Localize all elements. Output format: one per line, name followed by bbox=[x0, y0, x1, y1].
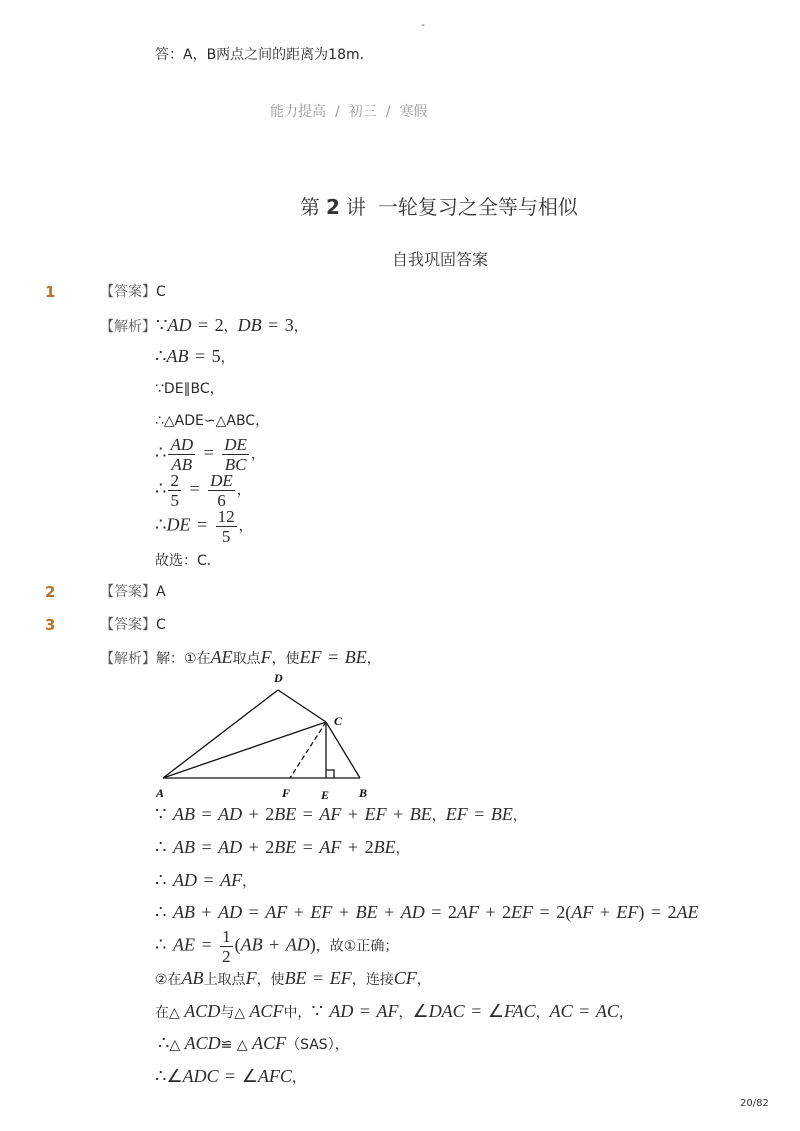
point-label-c: C bbox=[334, 714, 343, 728]
math-variable: F bbox=[245, 968, 257, 988]
analysis-content bbox=[156, 315, 308, 335]
math-symbol: = 2 bbox=[191, 315, 224, 335]
math-symbol: + 2 bbox=[478, 902, 512, 922]
fraction-numerator: DE bbox=[210, 471, 233, 490]
question-number: 3 bbox=[45, 616, 56, 634]
math-variable: BE bbox=[409, 804, 432, 824]
math-symbol: = bbox=[197, 442, 221, 463]
text-segment: ， bbox=[535, 1005, 550, 1021]
answer-value: C bbox=[156, 284, 166, 300]
solution-line bbox=[155, 1064, 306, 1090]
text-segment: ∵DE∥BC， bbox=[155, 381, 224, 397]
math-variable: EF bbox=[616, 902, 639, 922]
fraction-denominator: 6 bbox=[217, 491, 226, 510]
math-symbol: + 2 bbox=[242, 804, 275, 824]
math-variable: FAC bbox=[503, 1001, 536, 1021]
math-variable: AB bbox=[172, 902, 195, 922]
math-symbol: + bbox=[287, 902, 311, 922]
text-segment: ，使 bbox=[256, 972, 285, 988]
math-variable: ACF bbox=[252, 1033, 287, 1053]
text-segment: 中， bbox=[283, 1005, 312, 1021]
title-unit: 讲 bbox=[345, 195, 366, 219]
fraction-denominator: 2 bbox=[222, 947, 231, 966]
math-symbol: ∴∠ bbox=[155, 1066, 183, 1086]
segment-ac bbox=[163, 722, 326, 778]
math-symbol: ∴ bbox=[155, 837, 173, 857]
page-title bbox=[300, 193, 578, 221]
text-segment: ， bbox=[416, 972, 431, 988]
math-variable: AB bbox=[181, 968, 204, 988]
analysis-label: 【解析】 bbox=[100, 319, 156, 335]
header-mark: - bbox=[421, 18, 425, 31]
math-symbol: ∵ bbox=[155, 804, 173, 824]
text-segment: 取点 bbox=[232, 651, 261, 667]
breadcrumb-item: 寒假 bbox=[399, 104, 428, 120]
text-segment: 在△ bbox=[155, 1005, 185, 1021]
math-symbol: ( bbox=[234, 934, 241, 955]
text-segment: ， bbox=[398, 1005, 413, 1021]
math-symbol: ∴ bbox=[158, 1033, 170, 1053]
math-variable: F bbox=[260, 647, 272, 667]
text-segment: （SAS）， bbox=[286, 1037, 349, 1053]
text-segment: ， bbox=[395, 841, 410, 857]
math-symbol: = ∠ bbox=[218, 1066, 258, 1086]
math-variable: BE bbox=[490, 804, 513, 824]
math-symbol: ∴ bbox=[155, 870, 173, 890]
fraction bbox=[208, 472, 235, 509]
math-symbol: = bbox=[190, 514, 214, 535]
math-symbol: ∴ bbox=[155, 478, 167, 499]
text-segment: ， bbox=[512, 808, 527, 824]
text-segment: ②在 bbox=[155, 972, 182, 988]
answer-label: 【答案】 bbox=[100, 584, 156, 600]
math-variable: AD bbox=[218, 902, 243, 922]
fraction-denominator: 5 bbox=[170, 491, 179, 510]
math-symbol: + bbox=[593, 902, 617, 922]
answer-label: 【答案】 bbox=[100, 617, 156, 633]
solution-line bbox=[155, 344, 235, 370]
math-variable: BE bbox=[274, 837, 297, 857]
solution-line bbox=[155, 802, 527, 828]
text-segment: △ bbox=[169, 1037, 185, 1053]
text-segment: ， bbox=[242, 874, 257, 890]
math-variable: AF bbox=[220, 870, 243, 890]
math-symbol: = ∠ bbox=[464, 1001, 504, 1021]
question-number: 1 bbox=[45, 283, 56, 301]
breadcrumb-separator: / bbox=[335, 104, 340, 120]
math-symbol: = bbox=[306, 968, 330, 988]
solution-line bbox=[155, 472, 251, 509]
math-variable: BE bbox=[373, 837, 396, 857]
math-symbol: = bbox=[196, 870, 221, 890]
previous-answer-text: 答：A，B两点之间的距离为18m． bbox=[155, 47, 374, 63]
question-number: 2 bbox=[45, 583, 56, 601]
math-symbol: ∵ bbox=[311, 1001, 330, 1021]
math-symbol: ∠ bbox=[412, 1001, 429, 1021]
math-symbol: + bbox=[194, 902, 219, 922]
math-variable: ADC bbox=[182, 1066, 219, 1086]
text-segment: 上取点 bbox=[203, 972, 246, 988]
text-segment: ， bbox=[223, 319, 238, 335]
previous-answer bbox=[155, 43, 374, 67]
segment-dc bbox=[278, 690, 326, 722]
math-variable: AD bbox=[218, 804, 243, 824]
math-variable: EF bbox=[511, 902, 534, 922]
math-variable: CF bbox=[393, 968, 417, 988]
math-variable: ACD bbox=[184, 1033, 221, 1053]
math-variable: ACD bbox=[184, 1001, 221, 1021]
math-variable: EF bbox=[364, 804, 387, 824]
right-angle-mark bbox=[326, 770, 334, 778]
math-variable: AFC bbox=[257, 1066, 292, 1086]
math-symbol: = bbox=[242, 902, 266, 922]
math-variable: AB bbox=[172, 804, 195, 824]
text-segment: ， bbox=[236, 482, 251, 499]
answer-label: 【答案】 bbox=[100, 284, 156, 300]
title-topic: 一轮复习之全等与相似 bbox=[377, 195, 578, 219]
fraction-denominator: 5 bbox=[221, 527, 231, 546]
math-variable: AB bbox=[240, 934, 263, 955]
fraction-denominator: AB bbox=[171, 455, 193, 474]
point-label-e: E bbox=[321, 788, 330, 802]
math-symbol: = bbox=[194, 934, 219, 955]
math-variable: DE bbox=[166, 514, 191, 535]
math-variable: AF bbox=[319, 804, 342, 824]
math-symbol: = bbox=[194, 804, 219, 824]
breadcrumb-separator: / bbox=[385, 104, 391, 120]
math-variable: ACF bbox=[249, 1001, 284, 1021]
math-symbol: ∴ bbox=[155, 514, 167, 535]
math-symbol: ) bbox=[309, 934, 316, 955]
solution-line bbox=[155, 966, 431, 992]
text-segment: ，使 bbox=[271, 651, 300, 667]
math-variable: AF bbox=[456, 902, 479, 922]
math-variable: BE bbox=[274, 804, 297, 824]
fraction bbox=[216, 508, 237, 545]
answer-line bbox=[100, 580, 166, 604]
fraction bbox=[168, 472, 181, 509]
math-symbol: = 2 bbox=[424, 902, 457, 922]
solution-line bbox=[155, 377, 224, 401]
math-variable: BE bbox=[344, 647, 367, 667]
fraction bbox=[222, 436, 249, 473]
math-variable: AF bbox=[571, 902, 594, 922]
solution-line bbox=[155, 409, 269, 433]
text-segment: ， bbox=[366, 651, 381, 667]
answer-value: A bbox=[156, 584, 166, 600]
text-segment: ， bbox=[250, 446, 265, 463]
text-segment: ∴△ADE∽△ABC， bbox=[155, 413, 270, 429]
math-variable: AE bbox=[210, 647, 233, 667]
math-variable: AD bbox=[172, 870, 197, 890]
math-symbol: = bbox=[182, 478, 207, 499]
text-segment: 解：①在 bbox=[156, 651, 211, 667]
math-symbol: = bbox=[353, 1001, 377, 1021]
math-symbol: ∴ bbox=[155, 346, 167, 366]
triangle-figure bbox=[150, 668, 390, 808]
math-symbol: + bbox=[262, 934, 286, 955]
fraction-numerator: DE bbox=[224, 435, 247, 454]
solution-line bbox=[155, 436, 265, 473]
math-variable: AB bbox=[166, 346, 189, 366]
title-prefix: 第 bbox=[300, 195, 320, 219]
fraction-numerator: 12 bbox=[217, 507, 235, 526]
solution-line bbox=[155, 508, 253, 545]
math-variable: EF bbox=[299, 647, 322, 667]
math-variable: AD bbox=[218, 837, 243, 857]
math-variable: AE bbox=[172, 934, 195, 955]
segment-cf-dashed bbox=[290, 722, 326, 778]
text-segment: ， bbox=[618, 1005, 633, 1021]
fraction-numerator: 1 bbox=[222, 927, 231, 946]
solution-line bbox=[155, 868, 256, 894]
text-segment: ， bbox=[238, 518, 253, 535]
math-variable: DAC bbox=[428, 1001, 465, 1021]
math-symbol: + bbox=[332, 902, 356, 922]
page-number: 20/82 bbox=[740, 1098, 769, 1109]
math-variable: AD bbox=[167, 315, 192, 335]
math-variable: BE bbox=[355, 902, 378, 922]
fraction bbox=[168, 436, 195, 473]
point-label-b: B bbox=[359, 786, 368, 800]
math-symbol: ) = 2 bbox=[638, 902, 677, 922]
answer-line bbox=[100, 280, 166, 304]
solution-line bbox=[158, 1031, 349, 1057]
math-variable: AF bbox=[319, 837, 342, 857]
section-title: 自我巩固答案 bbox=[392, 250, 489, 269]
analysis-content bbox=[156, 647, 381, 667]
math-variable: DB bbox=[237, 315, 262, 335]
math-symbol: = 3 bbox=[261, 315, 294, 335]
math-symbol: + bbox=[386, 804, 410, 824]
answer-line bbox=[100, 613, 166, 637]
text-segment: ，连接 bbox=[351, 972, 394, 988]
math-symbol: = bbox=[194, 837, 219, 857]
math-variable: AC bbox=[595, 1001, 619, 1021]
math-variable: AD bbox=[285, 934, 310, 955]
math-variable: BE bbox=[284, 968, 307, 988]
solution-line bbox=[155, 928, 398, 965]
math-variable: AD bbox=[329, 1001, 354, 1021]
text-segment: ，故①正确； bbox=[315, 938, 399, 955]
math-symbol: = bbox=[296, 804, 320, 824]
answer-value: C bbox=[156, 617, 166, 633]
title-number: 2 bbox=[326, 195, 340, 219]
text-segment: ≌ △ bbox=[220, 1037, 253, 1053]
math-variable: AF bbox=[265, 902, 288, 922]
math-variable: EF bbox=[310, 902, 333, 922]
math-variable: AC bbox=[549, 1001, 573, 1021]
text-segment: 故选：C． bbox=[155, 553, 221, 569]
math-symbol: = bbox=[572, 1001, 596, 1021]
text-segment: ， bbox=[291, 1070, 306, 1086]
solution-line bbox=[155, 835, 410, 861]
fraction-denominator: BC bbox=[224, 455, 247, 474]
analysis-first-line bbox=[100, 313, 308, 339]
math-symbol: + 2 bbox=[341, 837, 374, 857]
math-symbol: ∴ bbox=[155, 442, 167, 463]
text-segment: 与△ bbox=[220, 1005, 250, 1021]
text-segment: ， bbox=[431, 808, 446, 824]
point-label-f: F bbox=[282, 786, 291, 800]
point-label-d: D bbox=[274, 671, 283, 685]
math-variable: EF bbox=[445, 804, 468, 824]
math-symbol: + bbox=[341, 804, 365, 824]
fraction-numerator: 2 bbox=[170, 471, 179, 490]
math-variable: AB bbox=[172, 837, 195, 857]
text-segment: ， bbox=[220, 350, 235, 366]
math-variable: EF bbox=[329, 968, 352, 988]
breadcrumb bbox=[270, 100, 427, 124]
point-label-a: A bbox=[156, 786, 165, 800]
solution-line bbox=[155, 900, 699, 926]
fraction-numerator: AD bbox=[170, 435, 194, 454]
math-symbol: ∴ bbox=[155, 902, 173, 922]
math-symbol: = 2( bbox=[533, 902, 572, 922]
breadcrumb-item: 初三 bbox=[348, 104, 377, 120]
math-variable: AE bbox=[676, 902, 699, 922]
math-symbol: + bbox=[377, 902, 401, 922]
math-symbol: ∵ bbox=[156, 315, 168, 335]
breadcrumb-item: 能力提高 bbox=[270, 104, 326, 120]
math-symbol: + 2 bbox=[242, 837, 275, 857]
math-symbol: ∴ bbox=[155, 934, 173, 955]
solution-line bbox=[155, 999, 633, 1025]
math-symbol: = bbox=[296, 837, 320, 857]
analysis-label: 【解析】 bbox=[100, 651, 156, 667]
math-symbol: = 5 bbox=[188, 346, 221, 366]
text-segment: ， bbox=[293, 319, 308, 335]
math-symbol: = bbox=[321, 647, 345, 667]
segment-ad bbox=[163, 690, 278, 778]
fraction bbox=[220, 928, 233, 965]
math-variable: AD bbox=[400, 902, 425, 922]
solution-line bbox=[155, 549, 221, 573]
math-symbol: = bbox=[467, 804, 491, 824]
math-variable: AF bbox=[376, 1001, 399, 1021]
